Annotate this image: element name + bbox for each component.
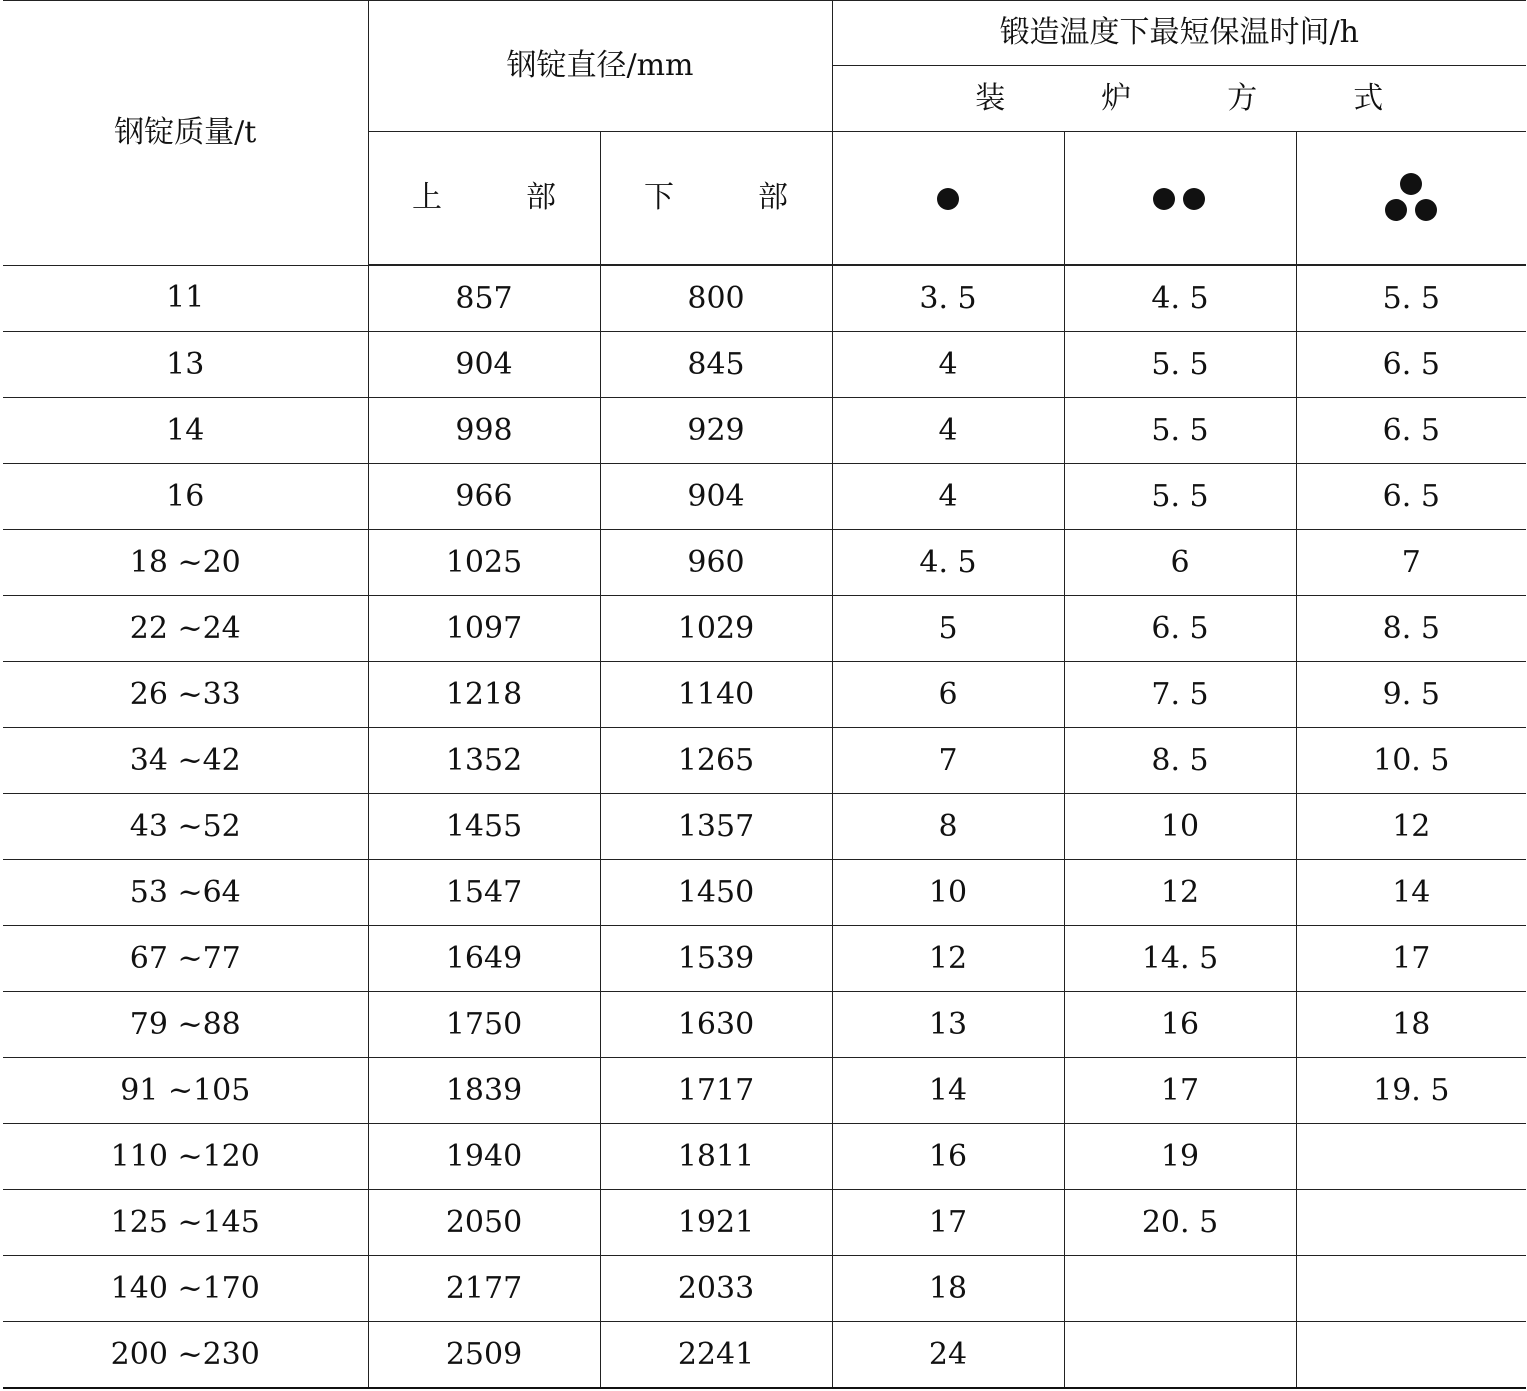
cell-ingot-mass: 53 ~64: [3, 860, 368, 926]
cell-upper-diameter: 1547: [368, 860, 600, 926]
cell-ingot-mass: 79 ~88: [3, 992, 368, 1058]
cell-time-double: 7. 5: [1064, 662, 1296, 728]
cell-time-single: 5: [832, 596, 1064, 662]
cell-time-triple: 10. 5: [1296, 728, 1526, 794]
cell-ingot-mass: 11: [3, 265, 368, 332]
cell-time-single: 8: [832, 794, 1064, 860]
cell-ingot-mass: 200 ~230: [3, 1322, 368, 1389]
cell-upper-diameter: 2050: [368, 1190, 600, 1256]
cell-time-single: 18: [832, 1256, 1064, 1322]
cell-time-single: 4: [832, 464, 1064, 530]
header-ingot-mass: 钢锭质量/t: [3, 1, 368, 266]
cell-time-single: 4: [832, 332, 1064, 398]
cell-time-double: 12: [1064, 860, 1296, 926]
cell-time-single: 6: [832, 662, 1064, 728]
table-row: [3, 1322, 1526, 1389]
table-row: [3, 265, 1526, 332]
table-row: [3, 464, 1526, 530]
cell-upper-diameter: 1839: [368, 1058, 600, 1124]
header-loading-method: [832, 66, 1526, 132]
cell-time-triple: 7: [1296, 530, 1526, 596]
table-row: [3, 530, 1526, 596]
cell-time-triple: 5. 5: [1296, 265, 1526, 332]
header-upper-label: 上 部: [412, 180, 583, 215]
cell-ingot-mass: 16: [3, 464, 368, 530]
cell-time-triple: [1296, 1190, 1526, 1256]
cell-ingot-mass: 18 ~20: [3, 530, 368, 596]
cell-upper-diameter: 904: [368, 332, 600, 398]
cell-ingot-mass: 125 ~145: [3, 1190, 368, 1256]
cell-time-triple: 12: [1296, 794, 1526, 860]
cell-lower-diameter: 1811: [600, 1124, 832, 1190]
cell-lower-diameter: 1539: [600, 926, 832, 992]
cell-time-single: 7: [832, 728, 1064, 794]
cell-time-triple: 9. 5: [1296, 662, 1526, 728]
cell-lower-diameter: 904: [600, 464, 832, 530]
cell-time-double: 20. 5: [1064, 1190, 1296, 1256]
cell-time-single: 24: [832, 1322, 1064, 1389]
cell-lower-diameter: 1140: [600, 662, 832, 728]
table-body: [3, 265, 1526, 1388]
cell-upper-diameter: 1352: [368, 728, 600, 794]
cell-time-double: 6: [1064, 530, 1296, 596]
header-loading-method-label: 装 炉 方 式: [975, 80, 1417, 116]
table-row: [3, 1256, 1526, 1322]
cell-time-single: 17: [832, 1190, 1064, 1256]
cell-time-single: 10: [832, 860, 1064, 926]
cell-time-single: 12: [832, 926, 1064, 992]
table-row: [3, 860, 1526, 926]
header-lower-diameter: [600, 132, 832, 266]
header-loading-triple: [1296, 132, 1526, 266]
cell-upper-diameter: 1455: [368, 794, 600, 860]
cell-ingot-mass: 43 ~52: [3, 794, 368, 860]
cell-ingot-mass: 26 ~33: [3, 662, 368, 728]
cell-time-double: 17: [1064, 1058, 1296, 1124]
cell-upper-diameter: 966: [368, 464, 600, 530]
cell-ingot-mass: 34 ~42: [3, 728, 368, 794]
cell-time-triple: 6. 5: [1296, 398, 1526, 464]
cell-time-single: 4. 5: [832, 530, 1064, 596]
cell-lower-diameter: 2241: [600, 1322, 832, 1389]
cell-time-double: 8. 5: [1064, 728, 1296, 794]
cell-time-triple: 17: [1296, 926, 1526, 992]
header-loading-double: [1064, 132, 1296, 266]
cell-time-single: 14: [832, 1058, 1064, 1124]
table-row: [3, 1190, 1526, 1256]
table-row: [3, 1124, 1526, 1190]
header-lower-label: 下 部: [644, 180, 815, 215]
cell-ingot-mass: 140 ~170: [3, 1256, 368, 1322]
cell-upper-diameter: 1218: [368, 662, 600, 728]
single-ingot-icon: [937, 188, 959, 210]
cell-upper-diameter: 2177: [368, 1256, 600, 1322]
cell-time-triple: [1296, 1322, 1526, 1389]
cell-time-single: 16: [832, 1124, 1064, 1190]
cell-time-double: 6. 5: [1064, 596, 1296, 662]
cell-lower-diameter: 1450: [600, 860, 832, 926]
ingot-holding-time-table: [3, 0, 1526, 1389]
table-row: [3, 1058, 1526, 1124]
cell-time-double: [1064, 1322, 1296, 1389]
cell-upper-diameter: 1025: [368, 530, 600, 596]
cell-time-double: 4. 5: [1064, 265, 1296, 332]
cell-time-triple: 19. 5: [1296, 1058, 1526, 1124]
cell-upper-diameter: 857: [368, 265, 600, 332]
cell-upper-diameter: 1750: [368, 992, 600, 1058]
cell-lower-diameter: 1921: [600, 1190, 832, 1256]
cell-time-triple: 14: [1296, 860, 1526, 926]
cell-upper-diameter: 1940: [368, 1124, 600, 1190]
cell-ingot-mass: 14: [3, 398, 368, 464]
cell-lower-diameter: 1630: [600, 992, 832, 1058]
cell-time-triple: 6. 5: [1296, 464, 1526, 530]
cell-time-double: [1064, 1256, 1296, 1322]
table-row: [3, 596, 1526, 662]
cell-lower-diameter: 1265: [600, 728, 832, 794]
header-ingot-diameter: 钢锭直径/mm: [368, 1, 832, 132]
three-ingots-icon: [1383, 173, 1439, 223]
cell-upper-diameter: 2509: [368, 1322, 600, 1389]
cell-time-double: 10: [1064, 794, 1296, 860]
cell-time-double: 5. 5: [1064, 332, 1296, 398]
table-row: [3, 398, 1526, 464]
cell-lower-diameter: 845: [600, 332, 832, 398]
cell-lower-diameter: 1717: [600, 1058, 832, 1124]
cell-lower-diameter: 2033: [600, 1256, 832, 1322]
cell-time-triple: 8. 5: [1296, 596, 1526, 662]
table-row: [3, 794, 1526, 860]
header-min-holding-time: 锻造温度下最短保温时间/h: [832, 1, 1526, 66]
table-row: [3, 926, 1526, 992]
cell-time-triple: [1296, 1124, 1526, 1190]
cell-time-triple: [1296, 1256, 1526, 1322]
table-row: [3, 728, 1526, 794]
cell-upper-diameter: 998: [368, 398, 600, 464]
cell-upper-diameter: 1649: [368, 926, 600, 992]
header-upper-diameter: [368, 132, 600, 266]
cell-time-double: 16: [1064, 992, 1296, 1058]
table-row: [3, 332, 1526, 398]
cell-ingot-mass: 110 ~120: [3, 1124, 368, 1190]
cell-lower-diameter: 929: [600, 398, 832, 464]
cell-time-double: 19: [1064, 1124, 1296, 1190]
cell-time-single: 13: [832, 992, 1064, 1058]
cell-time-triple: 6. 5: [1296, 332, 1526, 398]
table-row: [3, 992, 1526, 1058]
cell-upper-diameter: 1097: [368, 596, 600, 662]
cell-lower-diameter: 800: [600, 265, 832, 332]
cell-lower-diameter: 1029: [600, 596, 832, 662]
cell-time-single: 3. 5: [832, 265, 1064, 332]
cell-ingot-mass: 13: [3, 332, 368, 398]
cell-lower-diameter: 1357: [600, 794, 832, 860]
cell-ingot-mass: 91 ~105: [3, 1058, 368, 1124]
cell-time-single: 4: [832, 398, 1064, 464]
header-loading-single: [832, 132, 1064, 266]
cell-time-double: 5. 5: [1064, 464, 1296, 530]
cell-ingot-mass: 22 ~24: [3, 596, 368, 662]
two-ingots-icon: [1153, 188, 1207, 210]
cell-time-double: 5. 5: [1064, 398, 1296, 464]
cell-time-double: 14. 5: [1064, 926, 1296, 992]
cell-time-triple: 18: [1296, 992, 1526, 1058]
table-row: [3, 662, 1526, 728]
cell-lower-diameter: 960: [600, 530, 832, 596]
cell-ingot-mass: 67 ~77: [3, 926, 368, 992]
